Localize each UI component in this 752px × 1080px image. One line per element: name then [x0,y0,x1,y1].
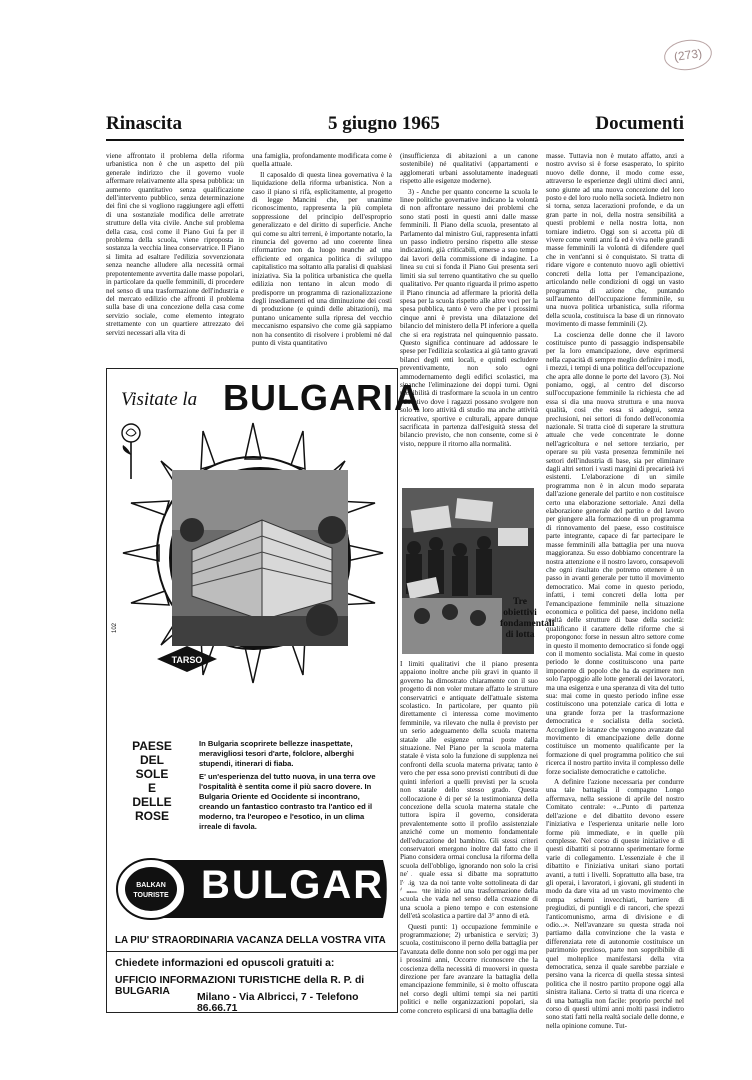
article-column-1 [106,152,244,364]
ad-headline [113,377,421,418]
slogan-line: DEL [140,753,164,767]
hotel-photo [169,467,351,649]
logo-emblem-top: BALKAN [136,882,166,889]
slogan-line: DELLE [132,795,172,809]
page-header [106,113,684,139]
article-column-3-bottom [400,660,538,1020]
slogan-line: SOLE [135,767,169,781]
ad-tagline: LA PIU' STRAORDINARIA VACANZA DELLA VOSTRA VITA [115,935,386,946]
tarso-badge [157,644,217,674]
tarso-label: TARSO [171,655,203,665]
header-date: 5 giugno 1965 [328,113,440,134]
ad-info-line-3: Milano - Via Albricci, 7 - Telefono 86.66.71 [197,992,359,1014]
side-code-label: 102 [112,622,118,633]
side-code [109,615,119,635]
logo-emblem-bottom: TOURISTE [133,892,169,899]
ad-body-paragraph-1: In Bulgaria scoprirete bellezze inaspettate, meravigliosi tesori d'arte, folclore, alberghi stupendi, itinerari di fiaba. [199,739,354,768]
article-column-3-top [400,152,538,482]
ad-body-paragraph-2: E' un'esperienza del tutto nuova, in una terra ove l'ospitalità è sentita come il più sacro dovere. In Bulgaria Oriente ed Occidente si incontrano, creando un fantastico contrasto tra l'antico ed il moderno, tra l'europeo e l'esotico, in un clima irreale di favola. [199,772,376,831]
caption-line-1: Tre obiettivi [503,596,537,618]
header-rule [106,139,684,141]
slogan-line: E [147,781,156,795]
hotel-photo-graphic [172,470,348,646]
paragraph: La coscienza delle donne che il lavoro costituisce punto di passaggio indispensabile per la loro emancipazione, deve esprimersi nella capacità di sempre meglio definire i modi, i mezzi, i tempi di una politica dell'occupazione che apra alle donne le porte del lavoro (3). Noi poniamo, oggi, al centro del discorso sull'occupazione femminile la richiesta che ad essa si dia una nuova struttura e una nuova qualità, così che essa si adegui, senza preclusioni, nei settori di fondo dell'economia nazionale. Si tratta cioè di superare la struttura attuale che vede concentrate le donne nell'agricoltura e nel settore terziario, per operare su più vasta presenza femminile nei settori dell'industria di base, sia per eliminare dagli altri settori i vasti margini di precarietà ivi esistenti. L'elaborazione di un simile programma non è in alcun modo separata dall'azione generale del partito e non costituisce certo una elaborazione settoriale. Anzi della elaborazione generale del partito e del lavoro per giungere alla formazione di un programma di rinnovamento del paese, esso costituisce parte integrante, capace di far partecipare le masse femminili alla battaglia per una nuova maggioranza. Su esso dobbiamo concentrare la nostra attenzione e il nostro lavoro, consapevoli che ogni risultato che potremo ottenere è un passo in avanti generale per tutto il movimento democratico. Mai come in questo periodo, infatti, i temi concreti della lotta per l'emancipazione femminile nella situazione economica e politica del paese, incidono nella realtà delle strutture di base della società: qualificano il carattere delle riforme che si propongono: forse in nessun altro settore come in questo il momento democratico si fonde oggi con il momento socialista. Mai come in questo periodo le donne costituiscono una parte imponente di popolo che ha da esprimere non solo l'appoggio alle lotte generali dei lavoratori, ma una esigenza e una speranza di vita del tutto sua: mai come in questo periodo infine esse costituiscono una potenziale carica di lotta e una grande forza per la trasformazione democratica e socialista della società. Accogliere le istanze che vengono avanzate dal movimento di emancipazione delle donne costituisce un momento qualificante per la formazione di quel programma politico che sui ricerca il nostro partito invita il complesso delle forze socialiste democratiche e cattoliche. [546,330,684,776]
logo-wordmark: BULGARIA [201,863,429,907]
tarso-badge-icon [157,644,217,674]
rose-icon [117,421,145,481]
ad-headline-italic: Visitate la [121,389,198,410]
header-publication: Rinascita [106,113,182,134]
ad-info-line-2: UFFICIO INFORMAZIONI TURISTICHE della R. P. di BULGARIA [115,975,365,997]
ad-headline-bold: BULGARIA [223,377,421,418]
paragraph: (insufficienza di abitazioni a un canone sostenibile) né qualitativi (appartamenti e agglomerati urbani assolutamente inadeguati rispetto alle esigenze moderne). [400,152,538,186]
paragraph: masse. Tuttavia non è mutato affatto, anzi a nostro avviso si è forse esasperato, lo spirito nuovo delle donne, il modo come esse, attraverso le esperienze degli ultimi dieci anni, sono giunte ad una nuova concezione del loro posto e del loro ruolo nella società. Indietro non si torna, senza lacerazioni profonde, e da un gran parte in noi, della nostra sensibilità a questi problemi e nella nostra lotta, non torniare indietro. Oggi son si accetta più di vivere come venti anni fa ed è viva nelle grandi masse femminili la volontà di difendere quel che in vent'anni si è conquistato. Si tratta di ridare vigore e contenuto nuovo agli obiettivi concreti della lotta per l'emancipazione, articolando nelle condizioni di oggi un vasto programma di azione che, puntando sull'aumento dell'occupazione femminile, su una nuova politica urbanistica, sulla riforma della scuola, costituisca la base di un rinnovato movimento di masse femminili (2). [546,152,684,329]
paragraph: una famiglia, profondamente modificata come è quella attuale. [252,152,392,169]
bulgaria-advertisement [106,368,429,1014]
article-column-2 [252,152,392,364]
caption-line-2: fondamentali [500,618,555,629]
paragraph: A definire l'azione necessaria per condurre una tale battaglia il compagno Longo affermava, nella sessione di aprile del nostro Comitato centrale: «...Punto di partenza dell'azione e del dibattito devono essere l'iniziativa e l'esperienza unitarie nelle loro forme più immediate, e in quelle più complesse. Nel corso di queste iniziative e di questi dibattiti si potranno sperimentare forme varie di collegamento. L'essenziale è che il dibattito e l'iniziativa unitari siano portati avanti, a tutti i livelli. Soprattutto alla base, tra gli operai, i lavoratori, i giovani, gli studenti in modo da dare vita ad un vasto movimento che rompa schemi invecchiati, barriere di pregiudizi, di puntigli e di rancori, che spezzi l'anticomunismo, arma di divisione e di odio...». Nell'avanzare su questa strada noi partiamo dalla convinzione che la vasta e differenziata rete di autonomie costituisce un patrimonio prezioso, parte non soppribibile di quel molteplice manifestarsi della vita democratica, senza il quale sarebbe parziale e persino vana la ricerca di quella stessa sintesi politica che il nostro partito propone oggi alla sinistra italiana. Certo si tratta di una ricerca e di una battaglia non facile: proprio perché nel corso di questi ultimi anni molti passi indietro sono stati fatti nella realtà sociale delle donne, e nella opinione comune. Tut- [546,778,684,1030]
paragraph: Il caposaldo di questa linea governativa è la liquidazione della riforma urbanistica. Non a caso il piano si rifà, esplicitamente, al progetto di legge Mancini che, per unanime riconoscimento, rappresenta la più completa soppressione del principio dell'esproprio generalizzato e del diritto di superficie. Anche qui come su altri terreni, è importante notarlo, la rinuncia del governo ad uno coerente linea riformatrice non da luogo neanche ad una efficiente ed organica politica di sviluppo capitalistico ma soltanto alla paralisi di qualsiasi iniziativa. Sia la politica urbanistica che quella edilizia non tentano in alcun modo di predisporre un programma di razionalizzazione degli insediamenti ed una diminuzione dei costi di produzione (e quindi delle abitazioni), ma puntano unicamente sulla ripresa del vecchio meccanismo espansivo che come già sappiamo non ha consentito di risolvere i problemi né dal punto di vista quantitativo [252,170,392,347]
ad-slogan-stack [125,739,179,823]
caption-line-3: di lotta [505,629,535,640]
archive-stamp: (273) [662,37,714,73]
article-column-4 [546,152,684,1030]
paragraph: viene affrontato il problema della riforma urbanistica non è che un aspetto del più generale indirizzo che il governo vuole affermare relativamente alla spesa pubblica: un aumento quantitativo senza qualificazione dell'intervento pubblico, senza determinazione dei fini che si vogliono raggiungere agli effetti di una sostanziale modifica delle arretrate strutture della vita civile. Anche sul problema della casa, così come il Piano Gui fa per il problema della scuola, viene riproposta in sostanza la vecchia linea conservatrice. Il Piano si limita ad esaltare l'edilizia sovvenzionata senza neanche alludere alla necessità ormai prepotentemente avvertita dalle masse popolari, in particolare da quelle femminili, di procedere nel senso di una trasformazione dell'industria e del mercato edilizio che affronti il problema sulla base di una concezione della casa come servizio sociale, come elemento integrato strettamente con un quartiere attrezzato dei servizi necessari alla vita di [106,152,244,337]
ad-contact-box [107,951,397,1013]
slogan-line: ROSE [134,809,169,823]
photo-caption [500,596,555,640]
header-section: Documenti [595,113,684,134]
paragraph: I limiti qualitativi che il piano presenta appaiono inoltre anche più gravi in quanto il governo ha dimostrato chiaramente con il suo progetto di non voler mutare affatto le strutture conservatrici e antiquate dell'attuale sistema scolastico. In particolare, per quanto più direttamente ci interessa come movimento femminile, va rilevato che nulla è previsto per un serio adeguamento della scuola materna statale alle esigenze ormai poste dalla situazione. Nel Piano per la scuola materna statale è vista solo la funzione di supplenza nei confronti della scuola materna privata; tanto è vero che per essa sono previsti contributi di due quinti inferiori a quelli previsti per la scuola non statale dello stesso grado. Questa collocazione è di per sé la testimonianza della concezione della scuola materna statale che tuttora ispira il governo, considerata prevalentemente sotto il profilo assistenziale anziché come un momento fondamentale dell'educazione del bambino. Gli stessi criteri conservatori emergono inoltre dal fatto che il Piano considera ormai conclusa la riforma della scuola dell'obbligo, ignorando non solo la crisi nella quale essa si dibatte ma soprattutto l'esigenza da noi tante volte sottolineata di dar finalmente inizio ad una trasformazione della scuola che vada nel senso della creazione di una scuola a pieno tempo e con estensione dell'età scolastica a partire dal 3° anno di età. [400,660,538,921]
ad-body-text [199,739,389,835]
slogan-line: PAESE [132,739,172,753]
ad-info-line-1: Chiedete informazioni ed opuscoli gratuiti a: [115,958,335,969]
paragraph: 3) - Anche per quanto concerne la scuola le linee politiche governative indicano la volontà di non affrontare nessuno dei problemi che sono stati posti in questi anni dalle masse femminili. Il Piano della scuola, presentato al Parlamento dal ministro Gui, rappresenta infatti un passo indietro persino rispetto alle stesse indicazioni, già criticabili, emerse a suo tempo dai lavori della commissione di indagine. La linea su cui si fonda il Piano Gui presenta seri limiti sia sul terreno quantitativo che su quello qualitativo. Per quanto riguarda il primo aspetto il Piano rinuncia ad affermare la priorità della spesa per la scuola rispetto alle altre voci per la spesa pubblica, tanto è vero che per i prossimi cinque anni è prevista una dilatazione del bilancio del ministero della PI inferiore a quella che si era registrata nel quinquennio passato. Questo significa continuare ad addossare le spese per l'edilizia scolastica ai già tanto gravati bilanci degli enti locali, e quindi escludere preventivamente, non solo ogni ammodernamento degli edifici scolastici, ma sinanche l'eliminazione dei doppi turni. Ogni possibilità di trasformare la scuola in un centro educativo dove i ragazzi possano svolgere non solo la loro attività di studio ma anche attività ricreative, sportive e culturali, appare dunque sacrificata in partenza dall'esiguità stessa del bilancio previsto, che non consente, come si è visto, neppure il ritorno alla normalità. [400,187,539,448]
paragraph: Questi punti: 1) occupazione femminile e programmazione; 2) urbanistica e servizi; 3) scuola, costituiscono il perno della battaglia per l'avanzata delle donne non solo per oggi ma per i prossimi anni, Occorre riconoscere che la coscienza della necessità di muoversi in questa direzione per fare avanzare la battaglia della emancipazione femminile, si è molto offuscata nel corso degli ultimi tempi sia nei partiti politici e nelle organizzazioni popolari, sia come concreto esplicarsi di una battaglia delle [400,922,538,1015]
